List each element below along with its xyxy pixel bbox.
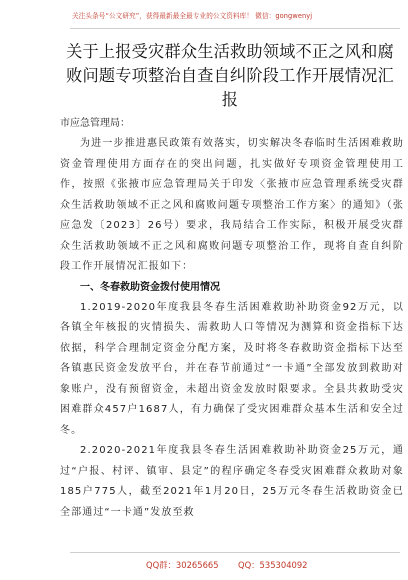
addressee: 市应急管理局： bbox=[60, 118, 130, 129]
promo-banner-text: 关注头条号“公文研究”，获得最新最全最专业的公文资料库！ 微信：gongwenyj bbox=[72, 12, 313, 20]
intro-paragraph: 为进一步推进惠民政策有效落实，切实解决冬春临时生活困难救助资金管理使用方面存在的突出问题，扎实做好专项资金管理使用工作，按照《张掖市应急管理局关于印发〈张掖市应急管理系统受灾群众生活救助领域不正之风和腐败问题专项整治工作方案〉的通知》（张应急发〔2023〕26号）要求，我局结合工作实际，积极开展受灾群众生活救助领域不正之风和腐败问题专项整治工作，现将自查自纠阶段工作开展情况汇报如下： bbox=[60, 138, 404, 272]
section-heading: 一、冬春救助资金拨付使用情况 bbox=[80, 281, 220, 293]
document-title: 关于上报受灾群众生活救助领域不正之风和腐败问题专项整治自查自纠阶段工作开展情况汇报 bbox=[66, 42, 394, 109]
footer-qq-group: QQ群：30265665 bbox=[146, 560, 219, 570]
footer-divider bbox=[70, 552, 400, 553]
page-footer bbox=[0, 552, 408, 580]
document-body bbox=[60, 114, 404, 523]
header-divider bbox=[70, 28, 400, 29]
body-paragraph-1: 1.2019-2020年度我县冬春生活困难救助补助资金92万元，以各镇全年核报的灾情损失、需救助人口等情况为测算和资金指标下达依据，科学合理制定资金分配方案，及时将冬春救助资金指标下达至各镇惠民资金发放平台，并在春节前通过“一卡通”全部发放到救助对象账户，没有预留资金，未超出资金发放时限要求。全县共救助受灾困难群众457户1687人，有力确保了受灾困难群众基本生活和安全过冬。 bbox=[60, 301, 404, 436]
footer-qq-contact: QQ：535304092 bbox=[238, 560, 308, 570]
body-paragraph-2: 2.2020-2021年度我县冬春生活困难救助补助资金25万元，通过“户报、村评、镇审、县定”的程序确定冬春受灾困难群众救助对象185户775人，截至2021年1月20日，25万元冬春生活救助资金已全部通过“一卡通”发放至救 bbox=[60, 445, 404, 518]
